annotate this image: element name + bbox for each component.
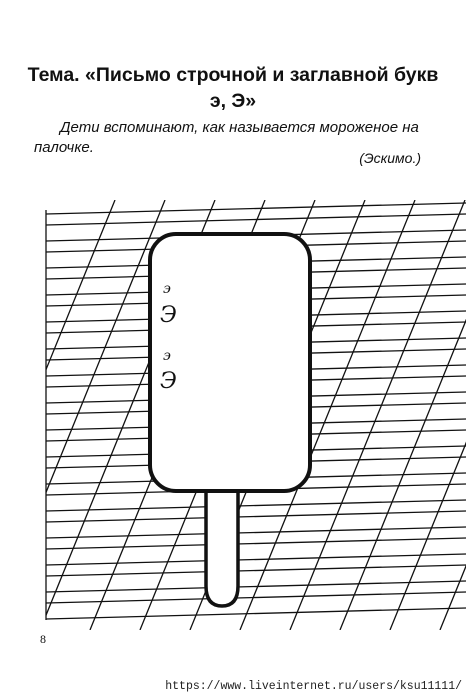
intro-line-1: Дети вспоминают, как называется мороженое на: [60, 119, 419, 136]
ice-cream-popsicle-icon: [150, 234, 310, 606]
answer-text: (Эскимо.): [359, 150, 421, 166]
slant-line: [0, 200, 165, 630]
sample-uppercase-e-2: Э: [160, 369, 177, 394]
ruled-line: [46, 608, 466, 619]
intro-line-2: палочке.: [34, 139, 94, 156]
popsicle-body: [150, 234, 310, 491]
page-number: 8: [40, 632, 46, 646]
sample-uppercase-e-1: Э: [160, 303, 177, 328]
popsicle-stick: [206, 488, 238, 606]
page-title: Тема. «Письмо строчной и заглавной букв э, Э»: [27, 64, 439, 112]
ruled-line: [46, 527, 466, 538]
ruled-line: [46, 203, 466, 214]
ruled-line: [46, 554, 466, 565]
ruled-line: [46, 565, 466, 576]
watermark-url: https://www.liveinternet.ru/users/ksu11111/: [165, 680, 462, 693]
ruled-line: [46, 538, 466, 549]
handwriting-practice-sheet: [0, 200, 466, 630]
ruled-line: [46, 511, 466, 522]
sample-lowercase-e-2: э: [163, 348, 171, 364]
slant-line: [0, 200, 115, 630]
ruled-line: [46, 500, 466, 511]
sample-lowercase-e-1: э: [163, 281, 171, 297]
